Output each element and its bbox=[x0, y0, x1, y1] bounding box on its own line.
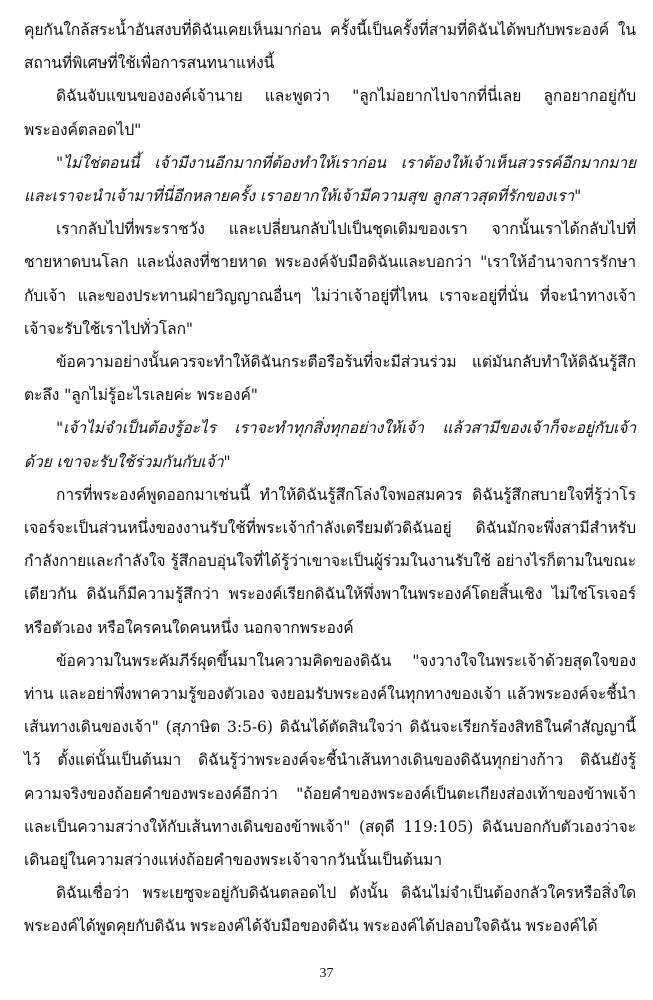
paragraph-7: การที่พระองค์พูดออกมาเช่นนี้ ทำให้ดิฉันรู้สึกโล่งใจพอสมควร ดิฉันรู้สึกสบายใจที่รู้ว่าโรเจอร์จะเป็นส่วนหนึ่งของงานรับใช้ที่พระเจ้ากำลังเตรียมตัวดิฉันอยู่ ดิฉันมักจะพึ่งสามีสำหรับกำลังกายและกำลังใจ รู้สึกอบอุ่นใจที่ได้รู้ว่าเขาจะเป็นผู้ร่วมในงานรับใช้ อย่างไรก็ตามในขณะเดียวกัน ดิฉันก็มีความรู้สึกว่า พระองค์เรียกดิฉันให้พึ่งพาในพระองค์โดยสิ้นเชิง ไม่ใช่โรเจอร์ หรือตัวเอง หรือใครคนใดคนหนึ่ง นอกจากพระองค์ bbox=[24, 485, 636, 637]
paragraph-2: ดิฉันจับแขนขององค์เจ้านาย และพูดว่า "ลูกไม่อยากไปจากที่นี่เลย ลูกอยากอยู่กับพระองค์ตลอดไป" bbox=[24, 87, 636, 139]
paragraph-1: คุยกันใกล้สระน้ำอันสงบที่ดิฉันเคยเห็นมาก่อน ครั้งนี้เป็นครั้งที่สามที่ดิฉันได้พบกับพระองค์ ในสถานที่พิเศษที่ใช้เพื่อการสนทนาแห่งนี้ bbox=[24, 21, 636, 73]
paragraph-3-quote: "ไม่ใช่ตอนนี้ เจ้ามีงานอีกมากที่ต้องทำให้เราก่อน เราต้องให้เจ้าเห็นสวรรค์อีกมากมาย และเราจะนำเจ้ามาที่นี่อีกหลายครั้ง เราอยากให้เจ้ามีความสุข ลูกสาวสุดที่รักของเรา" bbox=[24, 153, 636, 206]
page-body bbox=[24, 14, 636, 944]
paragraph-4: เรากลับไปที่พระราชวัง และเปลี่ยนกลับไปเป็นชุดเดิมของเรา จากนั้นเราได้กลับไปที่ชายหาดบนโลก และนั่งลงที่ชายหาด พระองค์จับมือดิฉันและบอกว่า "เราให้อำนาจการรักษากับเจ้า และของประทานฝ่ายวิญญาณอื่นๆ ไม่ว่าเจ้าอยู่ที่ไหน เราจะอยู่ที่นั่น ที่จะนำทางเจ้า เจ้าจะรับใช้เราไปทั่วโลก" bbox=[24, 220, 636, 338]
paragraph-5: ข้อความอย่างนั้นควรจะทำให้ดิฉันกระตือรือร้นที่จะมีส่วนร่วม แต่มันกลับทำให้ดิฉันรู้สึกตะลึง "ลูกไม่รู้อะไรเลยค่ะ พระองค์" bbox=[24, 353, 636, 405]
page-number: 37 bbox=[319, 966, 334, 981]
paragraph-8: ข้อความในพระคัมภีร์ผุดขึ้นมาในความคิดของดิฉัน "จงวางใจในพระเจ้าด้วยสุดใจของท่าน และอย่าพึ่งพาความรู้ของตัวเอง จงยอมรับพระองค์ในทุกทางของเจ้า แล้วพระองค์จะชี้นำเส้นทางเดินของเจ้า" (สุภาษิต 3:5-6) ดิฉันได้ตัดสินใจว่า ดิฉันจะเรียกร้องสิทธิในคำสัญญานี้ไว้ ตั้งแต่นั้นเป็นต้นมา ดิฉันรู้ว่าพระองค์จะชี้นำเส้นทางเดินของดิฉันทุกย่างก้าว ดิฉันยังรู้ความจริงของถ้อยคำของพระองค์อีกว่า "ถ้อยคำของพระองค์เป็นตะเกียงส่องเท้าของข้าพเจ้า และเป็นความสว่างให้กับเส้นทางเดินของข้าพเจ้า" (สดุดี 119:105) ดิฉันบอกกับตัวเองว่าจะเดินอยู่ในความสว่างแห่งถ้อยคำของพระเจ้าจากวันนั้นเป็นต้นมา bbox=[24, 651, 636, 870]
paragraph-6-quote: "เจ้าไม่จำเป็นต้องรู้อะไร เราจะทำทุกสิ่งทุกอย่างให้เจ้า แล้วสามีของเจ้าก็จะอยู่กับเจ้าด้วย เขาจะรับใช้ร่วมกันกับเจ้า" bbox=[24, 419, 636, 471]
paragraph-9: ดิฉันเชื่อว่า พระเยซูจะอยู่กับดิฉันตลอดไป ดังนั้น ดิฉันไม่จำเป็นต้องกลัวใครหรือสิ่งใด พระองค์ได้พูดคุยกับดิฉัน พระองค์ได้จับมือของดิฉัน พระองค์ได้ปลอบใจดิฉัน พระองค์ได้ bbox=[24, 884, 636, 936]
